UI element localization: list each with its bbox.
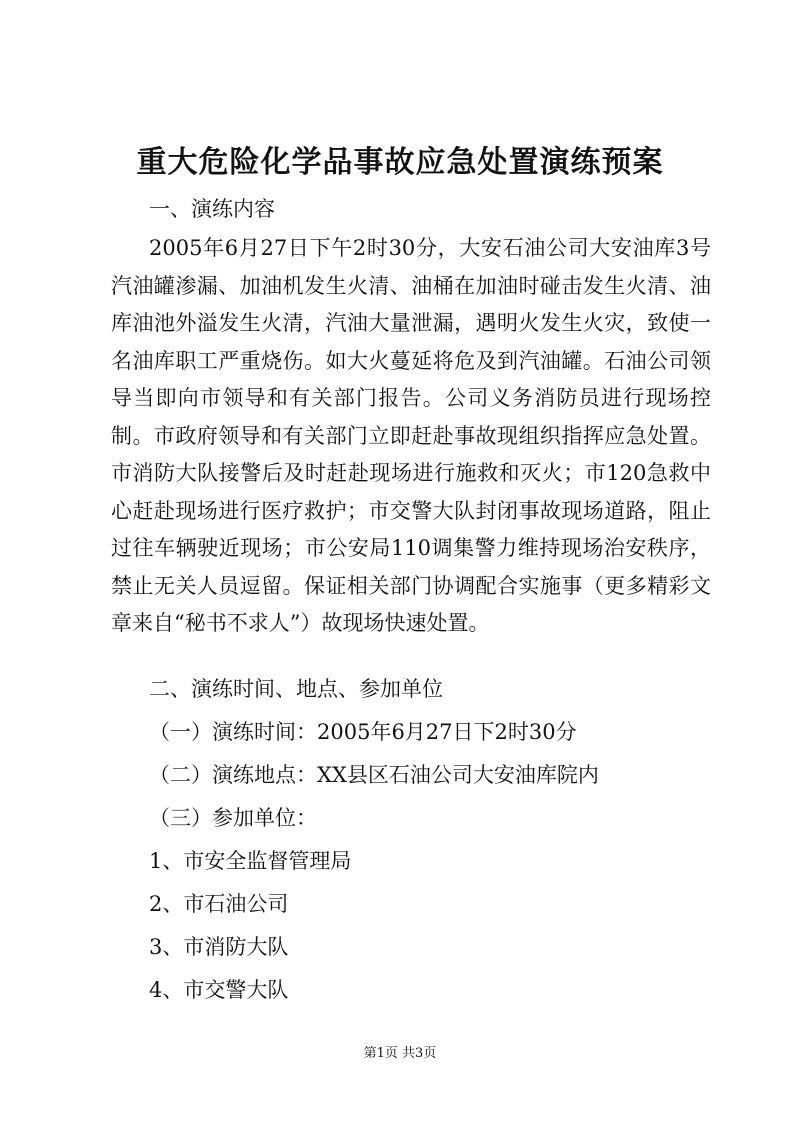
content-paragraph: 2005年6月27日下午2时30分，大安石油公司大安油库3号汽油罐渗漏、加油机发生火清、油桶在加油时碰击发生火清、油库油池外溢发生火清，汽油大量泄漏，遇明火发生火灾，致使一名油库职工严重烧伤。如大火蔓延将危及到汽油罐。石油公司领导当即向市领导和有关部门报告。公司义务消防员进行现场控制。市政府领导和有关部门立即赶赴事故现组织指挥应急处置。市消防大队接警后及时赶赴现场进行施救和灭火；市120急救中心赶赴现场进行医疗救护；市交警大队封闭事故现场道路，阻止过往车辆驶近现场；市公安局110调集警力维持现场治安秩序，禁止无关人员逗留。保证相关部门协调配合实施事（更多精彩文章来自“秘书不求人”）故现场快速处置。 bbox=[111, 236, 711, 635]
unit-list-item: 1、市安全监督管理局 bbox=[149, 849, 352, 873]
unit-list-item: 4、市交警大队 bbox=[149, 978, 289, 1002]
section-heading-content: 一、演练内容 bbox=[149, 197, 275, 221]
document-title: 重大危险化学品事故应急处置演练预案 bbox=[136, 145, 664, 180]
participating-units-heading: （三）参加单位： bbox=[149, 806, 317, 830]
section-heading-time-location: 二、演练时间、地点、参加单位 bbox=[149, 677, 443, 701]
unit-list-item: 2、市石油公司 bbox=[149, 892, 289, 916]
drill-time-line: （一）演练时间：2005年6月27日下2时30分 bbox=[149, 720, 577, 744]
page-footer: 第1页 共3页 bbox=[363, 1046, 437, 1061]
unit-list-item: 3、市消防大队 bbox=[149, 935, 289, 959]
drill-location-line: （二）演练地点：XX县区石油公司大安油库院内 bbox=[149, 763, 599, 787]
